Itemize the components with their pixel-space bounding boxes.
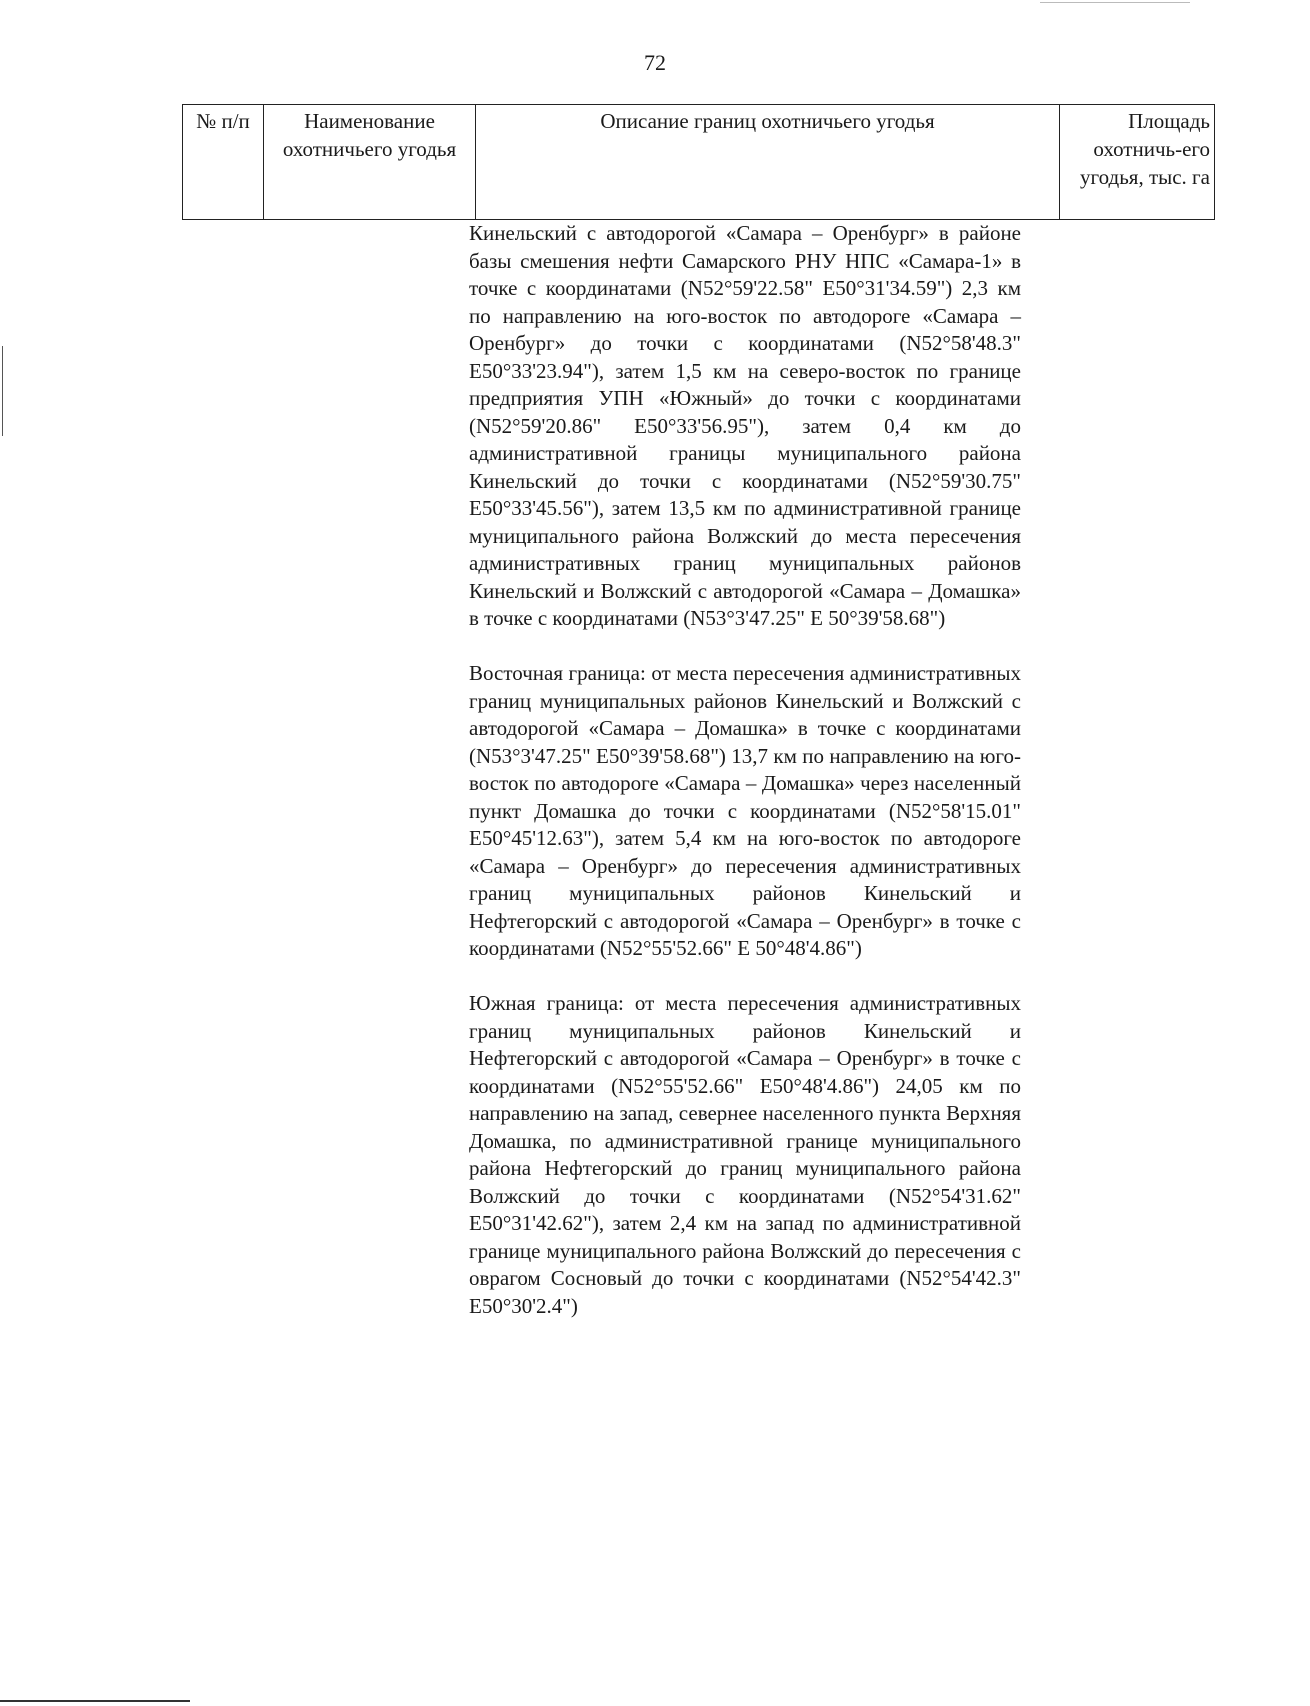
paragraph-southern-boundary: Южная граница: от места пересечения административных границ муниципальных районов Кинельский и Нефтегорский с автодорогой «Самара – Оренбург» в точке с координатами (N52°55'52.66" E50°48'4.86") 24,05 км по направлению на запад, севернее населенного пункта Верхняя Домашка, по административной границе муниципального района Нефтегорский до границ муниципального района Волжский до точки с координатами (N52°54'31.62" E50°31'42.62"), затем 2,4 км на запад по административной границе муниципального района Волжский до пересечения с оврагом Сосновый до точки с координатами (N52°54'42.3" E50°30'2.4") (469, 991, 1021, 1318)
column-number: № п/п (183, 105, 264, 220)
boundary-description (469, 220, 1021, 1348)
paragraph-continuation: Кинельский с автодорогой «Самара – Оренбург» в районе базы смешения нефти Самарского РНУ НПС «Самара-1» в точке с координатами (N52°59'22.58" E50°31'34.59") 2,3 км по направлению на юго-восток по автодороге «Самара – Оренбург» до точки с координатами (N52°58'48.3" E50°33'23.94"), затем 1,5 км на северо-восток по границе предприятия УПН «Южный» до точки с координатами (N52°59'20.86" E50°33'56.95"), затем 0,4 км до административной границы муниципального района Кинельский до точки с координатами (N52°59'30.75" E50°33'45.56"), затем 13,5 км по административной границе муниципального района Волжский до места пересечения административных границ муниципальных районов Кинельский и Волжский с автодорогой «Самара – Домашка» в точке с координатами (N53°3'47.25" E 50°39'58.68") (469, 221, 1021, 630)
paragraph-eastern-boundary: Восточная граница: от места пересечения административных границ муниципальных районов Кинельский и Волжский с автодорогой «Самара – Домашка» в точке с координатами (N53°3'47.25" E50°39'58.68") 13,7 км по направлению на юго-восток по автодороге «Самара – Домашка» через населенный пункт Домашка до точки с координатами (N52°58'15.01" E50°45'12.63"), затем 5,4 км на юго-восток по автодороге «Самара – Оренбург» до пересечения административных границ муниципальных районов Кинельский и Нефтегорский с автодорогой «Самара – Оренбург» в точке с координатами (N52°55'52.66" E 50°48'4.86") (469, 661, 1021, 960)
column-name: Наименование охотничьего угодья (264, 105, 476, 220)
column-area (1060, 105, 1215, 220)
page-number: 72 (644, 50, 666, 75)
footer-rule (0, 1700, 190, 1702)
boundary-table-header (182, 104, 1215, 220)
scan-edge-line (1040, 2, 1190, 3)
column-description: Описание границ охотничьего угодья (476, 105, 1060, 220)
column-area-label: Площадь охотничь-его угодья, тыс. га (1080, 109, 1210, 189)
scan-margin-mark (2, 346, 3, 436)
